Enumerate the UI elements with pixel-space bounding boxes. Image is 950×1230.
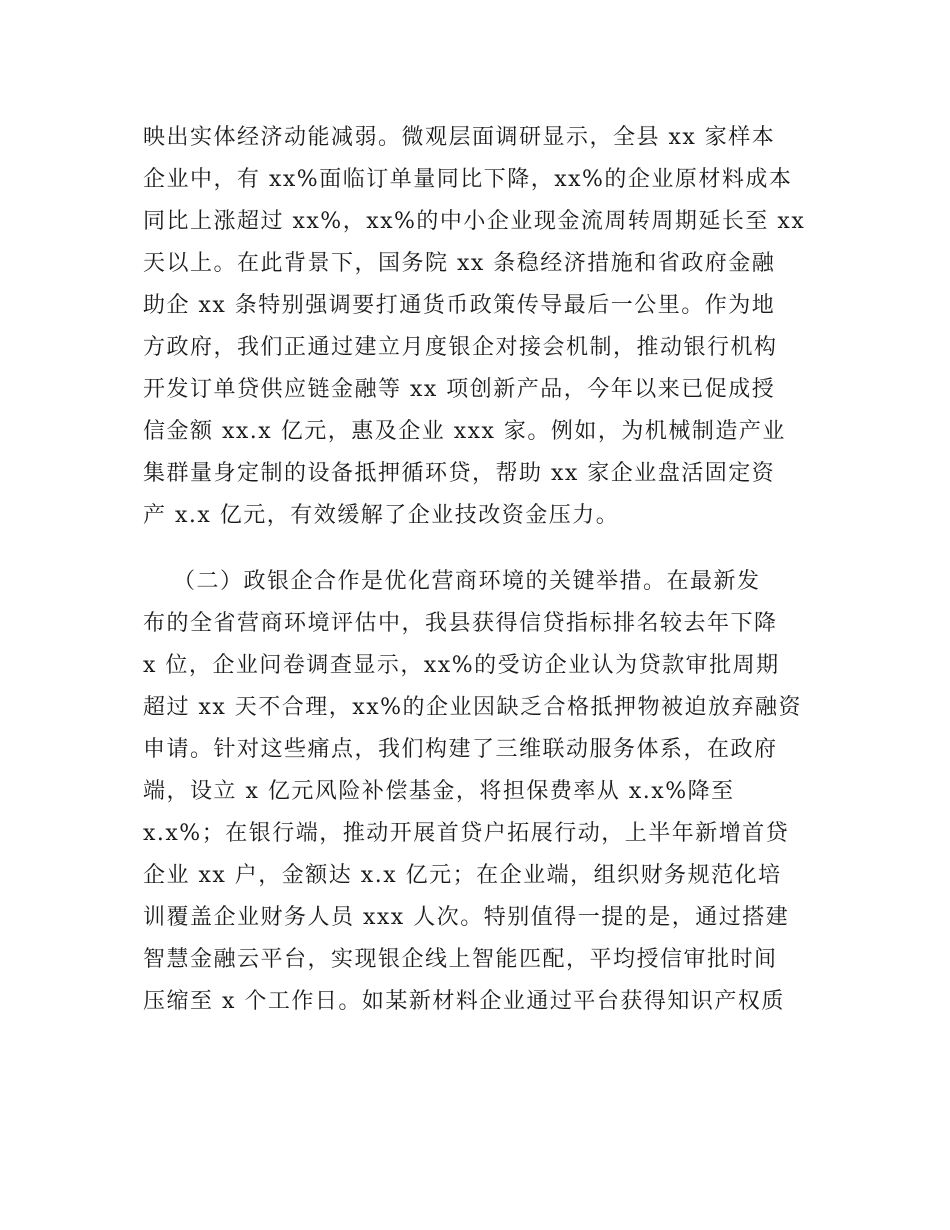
- paragraph-1-line-1: 映出实体经济动能减弱。微观层面调研显示，全县 xx 家样本: [143, 125, 776, 150]
- paragraph-1-line-8: 信金额 xx.x 亿元，惠及企业 xxx 家。例如，为机械制造产业: [143, 419, 786, 444]
- paragraph-2-line-10: 智慧金融云平台，实现银企线上智能匹配，平均授信审批时间: [143, 947, 778, 972]
- paragraph-2-line-2: 布的全省营商环境评估中，我县获得信贷指标排名较去年下降: [143, 611, 778, 636]
- paragraph-1-line-10: 产 x.x 亿元，有效缓解了企业技改资金压力。: [143, 503, 620, 528]
- paragraph-2-line-7: x.x%；在银行端，推动开展首贷户拓展行动，上半年新增首贷: [143, 821, 790, 846]
- paragraph-2-line-9: 训覆盖企业财务人员 xxx 人次。特别值得一提的是，通过搭建: [143, 905, 790, 930]
- paragraph-2-line-5: 申请。针对这些痛点，我们构建了三维联动服务体系，在政府: [143, 737, 778, 762]
- paragraph-1-line-4: 天以上。在此背景下，国务院 xx 条稳经济措施和省政府金融: [143, 251, 776, 276]
- paragraph-1-line-2: 企业中，有 xx%面临订单量同比下降，xx%的企业原材料成本: [143, 167, 793, 192]
- paragraph-2-line-3: x 位，企业问卷调查显示，xx%的受访企业认为贷款审批周期: [143, 653, 780, 678]
- paragraph-2-line-4: 超过 xx 天不合理，xx%的企业因缺乏合格抵押物被迫放弃融资: [143, 695, 803, 720]
- paragraph-1-line-9: 集群量身定制的设备抵押循环贷，帮助 xx 家企业盘活固定资: [143, 461, 776, 486]
- paragraph-1-line-6: 方政府，我们正通过建立月度银企对接会机制，推动银行机构: [143, 335, 778, 360]
- paragraph-2-line-8: 企业 xx 户，金额达 x.x 亿元；在企业端，组织财务规范化培: [143, 863, 782, 888]
- paragraph-1-line-5: 助企 xx 条特别强调要打通货币政策传导最后一公里。作为地: [143, 293, 776, 318]
- paragraph-1-line-7: 开发订单贷供应链金融等 xx 项创新产品，今年以来已促成授: [143, 377, 776, 402]
- paragraph-1-line-3: 同比上涨超过 xx%，xx%的中小企业现金流周转周期延长至 xx: [143, 209, 806, 234]
- paragraph-2-line-11: 压缩至 x 个工作日。如某新材料企业通过平台获得知识产权质: [143, 989, 785, 1014]
- paragraph-2-line-1: （二）政银企合作是优化营商环境的关键举措。在最新发: [173, 569, 761, 594]
- paragraph-2-line-6: 端，设立 x 亿元风险补偿基金，将担保费率从 x.x%降至: [143, 779, 735, 804]
